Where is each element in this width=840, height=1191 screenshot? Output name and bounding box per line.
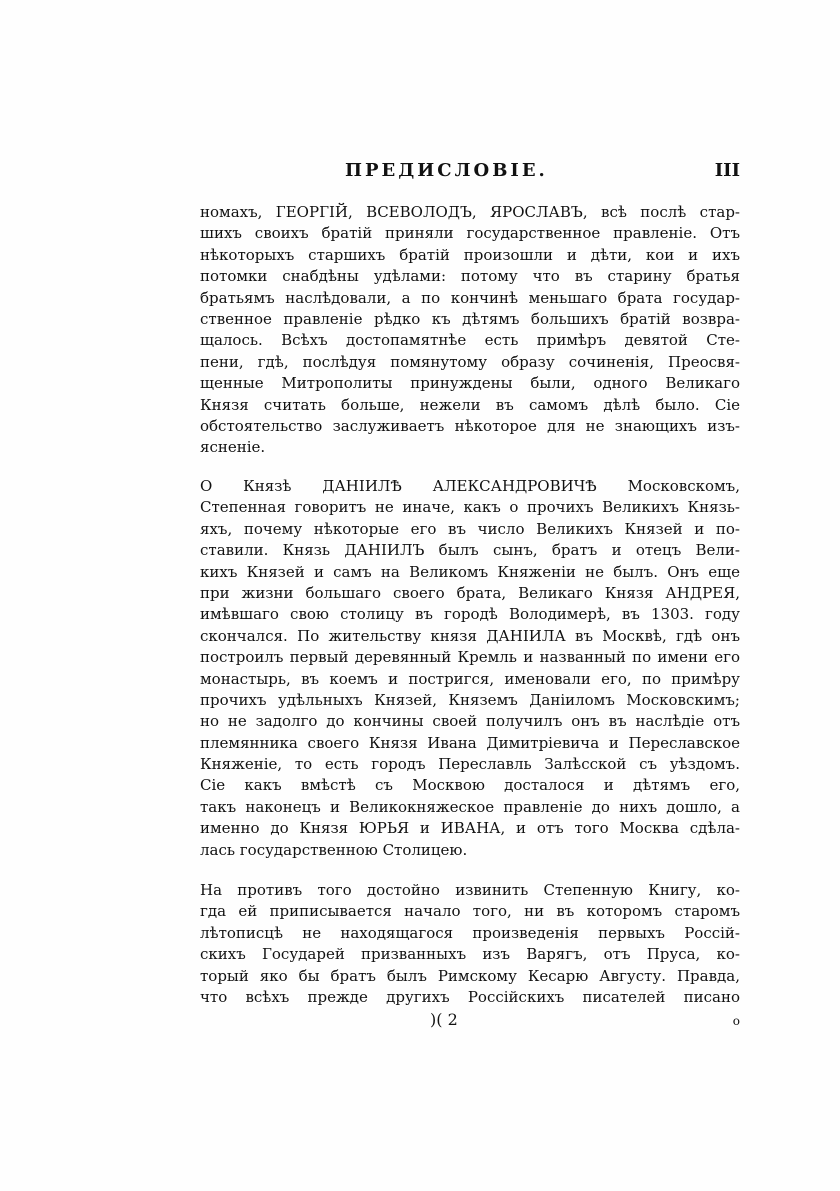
text-line: такъ наконецъ и Великокняжеское правленіе до нихъ дошло, а (200, 797, 740, 816)
text-line: лась государственною Столицею. (200, 840, 468, 859)
text-line: скончался. По жительству князя ДАНІИЛА въ Москвѣ, гдѣ онъ (200, 626, 740, 645)
text-line: что всѣхъ прежде другихъ Россійскихъ писателей писано (200, 987, 740, 1006)
text-line: яхъ, почему нѣкоторые его въ число Великихъ Князей и по- (200, 519, 740, 538)
paragraph-2 (200, 476, 740, 861)
text-line: при жизни большаго своего брата, Великаго Князя АНДРЕЯ, (200, 583, 740, 602)
text-line: щалось. Всѣхъ достопамятнѣе есть примѣръ девятой Сте- (200, 331, 740, 350)
text-line: На противъ того достойно извинить Степенную Книгу, ко- (200, 881, 740, 899)
text-line: обстоятельство заслуживаетъ нѣкоторое для не знающихъ изъ- (200, 416, 740, 435)
text-line: пени, гдѣ, послѣдуя помянутому образу сочиненія, Преосвя- (200, 352, 740, 371)
page-header (200, 160, 740, 184)
text-line: торый яко бы братъ былъ Римскому Кесарю Августу. Правда, (200, 966, 740, 985)
text-line: имѣвшаго свою столицу въ городѣ Володимерѣ, въ 1303. году (200, 605, 740, 624)
text-line: потомки снабдѣны удѣлами: потому что въ старину братья (200, 267, 740, 286)
paragraph-1 (200, 202, 740, 459)
text-line: О Князѣ ДАНІИЛѢ АЛЕКСАНДРОВИЧѢ Московскомъ, (200, 477, 740, 495)
text-line: Княженіе, то есть городъ Переславль Залѣсской съ уѣздомъ. (200, 755, 740, 774)
text-line: ясненіе. (200, 438, 266, 457)
text-line: построилъ первый деревянный Кремль и названный по имени его (200, 648, 740, 667)
text-line: кихъ Князей и самъ на Великомъ Княженіи не былъ. Онъ еще (200, 562, 740, 581)
text-line: братьямъ наслѣдовали, а по кончинѣ меньшаго брата государ- (200, 288, 740, 307)
catchword: о (732, 1014, 740, 1028)
text-line: гда ей приписывается начало того, ни въ которомъ старомъ (200, 902, 740, 921)
text-line: ставили. Князь ДАНІИЛЪ былъ сынъ, братъ и отецъ Вели- (200, 541, 740, 560)
page-footer (200, 1010, 740, 1032)
text-line: щенные Митрополиты принуждены были, одного Великаго (200, 374, 740, 393)
page-number: III (714, 160, 740, 181)
text-line: ственное правленіе рѣдко къ дѣтямъ большихъ братій возвра- (200, 309, 740, 328)
text-line: но не задолго до кончины своей получилъ онъ въ наслѣдіе отъ (200, 712, 740, 731)
text-line: скихъ Государей призванныхъ изъ Варягъ, отъ Пруса, ко- (200, 945, 740, 964)
text-line: номахъ, ГЕОРГІЙ, ВСЕВОЛОДЪ, ЯРОСЛАВЪ, всѣ послѣ стар- (200, 203, 740, 221)
text-line: нѣкоторыхъ старшихъ братій произошли и дѣти, кои и ихъ (200, 245, 740, 264)
text-line: Степенная говоритъ не иначе, какъ о прочихъ Великихъ Князь- (200, 498, 740, 517)
text-line: монастырь, въ коемъ и постригся, именовали его, по примѣру (200, 669, 740, 688)
paragraph-3 (200, 880, 740, 1008)
text-line: Князя считать больше, нежели въ самомъ дѣлѣ было. Сіе (200, 395, 740, 414)
text-line: шихъ своихъ братій приняли государственное правленіе. Отъ (200, 224, 740, 243)
text-line: прочихъ удѣльныхъ Князей, Княземъ Даніиломъ Московскимъ; (200, 690, 740, 709)
page-title: ПРЕДИСЛОВІЕ. (345, 160, 548, 181)
text-line: лѣтописцѣ не находящагося произведенія первыхъ Россій- (200, 923, 740, 942)
text-line: именно до Князя ЮРЬЯ и ИВАНА, и отъ того Москва сдѣла- (200, 819, 740, 838)
text-line: племянника своего Князя Ивана Димитріевича и Переславское (200, 733, 740, 752)
printer-signature: )( 2 (430, 1010, 458, 1029)
text-line: Сіе какъ вмѣстѣ съ Москвою досталося и дѣтямъ его, (200, 776, 740, 795)
